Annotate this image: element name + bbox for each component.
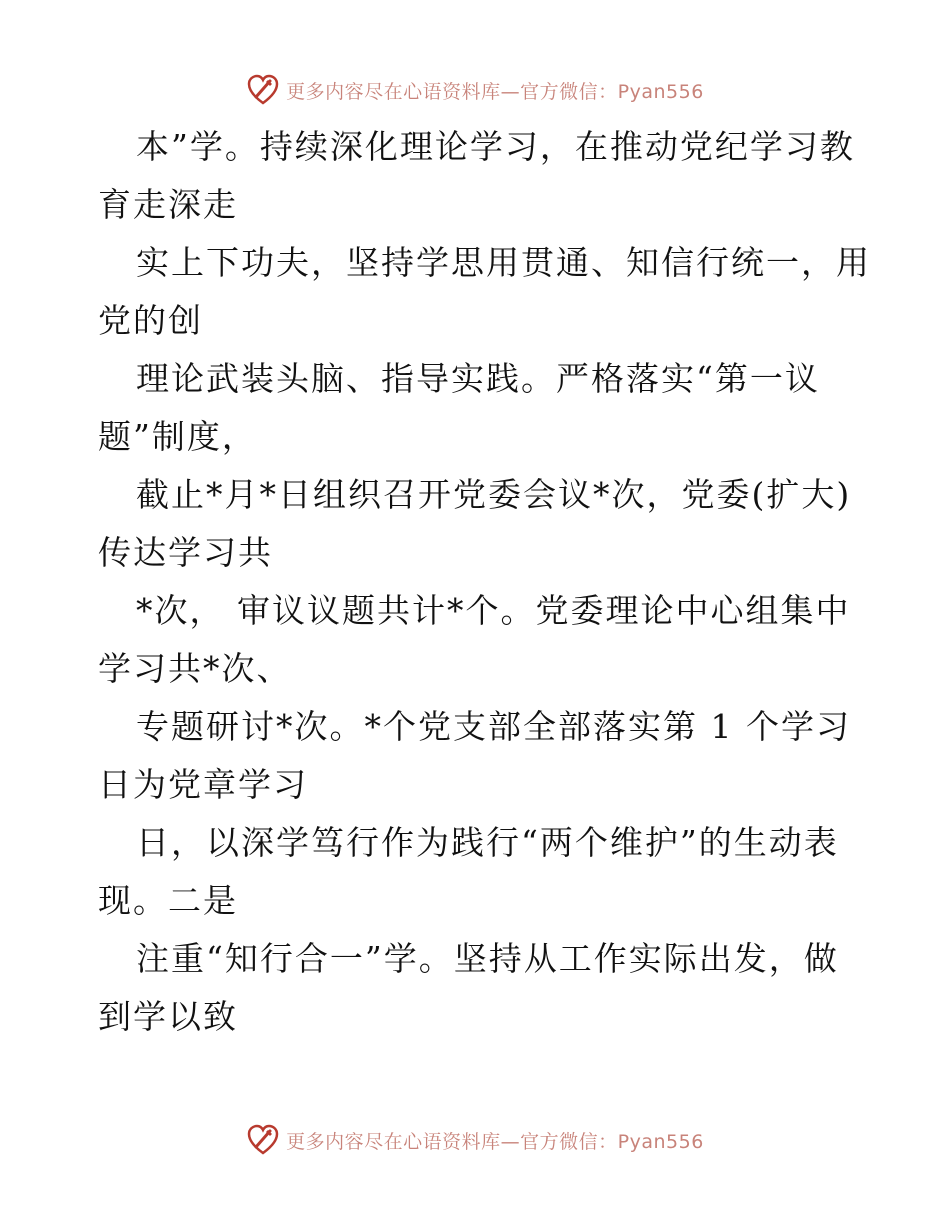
paragraph-8-first-line: 注重“知行合一”学。坚持从工作实际出发，做: [136, 939, 839, 978]
heart-pen-logo-icon: [246, 73, 280, 107]
paragraph-3-continuation: 题”制度，: [98, 417, 257, 456]
paragraph-8-continuation: 到学以致: [98, 997, 238, 1036]
paragraph-3: [98, 350, 858, 466]
paragraph-7: [98, 814, 858, 930]
paragraph-2-first-line: 实上下功夫，坚持学思用贯通、知信行统一，用: [136, 243, 871, 282]
paragraph-4-continuation: 传达学习共: [98, 533, 273, 572]
document-body: [98, 118, 871, 1046]
heart-pen-logo-icon: [246, 1123, 280, 1157]
paragraph-5-first-line: *次， 审议议题共计*个。党委理论中心组集中: [136, 591, 851, 630]
paragraph-6: [98, 698, 858, 814]
footer-watermark: [0, 1120, 950, 1160]
paragraph-4: [98, 466, 858, 582]
header-watermark: [0, 70, 950, 110]
paragraph-1-continuation: 育走深走: [98, 185, 238, 224]
paragraph-2: [98, 234, 871, 350]
paragraph-7-continuation: 现。二是: [98, 881, 238, 920]
paragraph-3-first-line: 理论武装头脑、指导实践。严格落实“第一议: [136, 359, 820, 398]
paragraph-1-first-line: 本”学。持续深化理论学习，在推动党纪学习教: [136, 127, 855, 166]
paragraph-5: [98, 582, 858, 698]
paragraph-4-first-line: 截止*月*日组织召开党委会议*次，党委(扩大): [136, 475, 852, 514]
watermark-text: 更多内容尽在心语资料库—官方微信：Pyan556: [286, 1130, 704, 1153]
paragraph-6-continuation: 日为党章学习: [98, 765, 308, 804]
paragraph-8: [98, 930, 858, 1046]
paragraph-2-continuation: 党的创: [98, 301, 203, 340]
paragraph-1: [98, 118, 858, 234]
paragraph-5-continuation: 学习共*次、: [98, 649, 292, 688]
paragraph-6-first-line: 专题研讨*次。*个党支部全部落实第 1 个学习: [136, 707, 851, 746]
watermark-text: 更多内容尽在心语资料库—官方微信：Pyan556: [286, 80, 704, 103]
paragraph-7-first-line: 日，以深学笃行作为践行“两个维护”的生动表: [136, 823, 839, 862]
